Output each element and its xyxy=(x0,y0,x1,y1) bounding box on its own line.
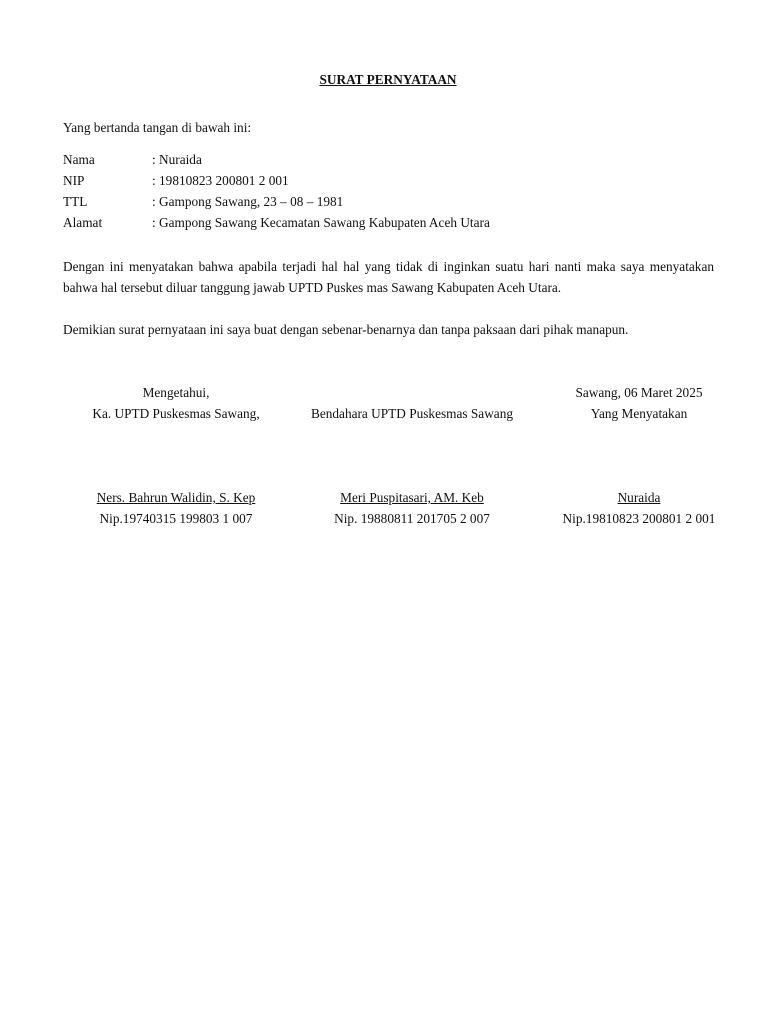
signature-role: Yang Menyatakan xyxy=(590,406,688,421)
signature-block-head xyxy=(70,382,282,529)
signature-block-declarant xyxy=(546,382,732,529)
field-label: TTL xyxy=(63,194,88,209)
field-value: : 19810823 200801 2 001 xyxy=(152,173,289,188)
closing-paragraph: Demikian surat pernyataan ini saya buat dengan sebenar-benarnya dan tanpa paksaan dari pihak manapun. xyxy=(63,322,629,337)
field-value: : Nuraida xyxy=(152,152,202,167)
signature-space xyxy=(546,424,732,487)
signature-role: Bendahara UPTD Puskesmas Sawang xyxy=(310,406,513,421)
field-value: : Gampong Sawang, 23 – 08 – 1981 xyxy=(152,194,344,209)
signature-line1: Mengetahui, xyxy=(142,385,210,400)
field-label: NIP xyxy=(63,173,85,188)
signatory-name: Meri Puspitasari, AM. Keb xyxy=(340,490,484,505)
signature-block-treasurer xyxy=(290,382,534,529)
identity-fields xyxy=(63,152,490,236)
signatory-nip: Nip.19810823 200801 2 001 xyxy=(562,511,716,526)
field-value: : Gampong Sawang Kecamatan Sawang Kabupaten Aceh Utara xyxy=(152,215,490,230)
signature-line1 xyxy=(290,382,534,403)
signatory-nip: Nip.19740315 199803 1 007 xyxy=(99,511,253,526)
signature-space xyxy=(70,424,282,487)
field-row-alamat xyxy=(63,215,490,236)
signature-space xyxy=(290,424,534,487)
signatory-nip: Nip. 19880811 201705 2 007 xyxy=(334,511,490,526)
field-row-nip xyxy=(63,173,490,194)
signatory-name: Nuraida xyxy=(617,490,661,505)
signature-date: Sawang, 06 Maret 2025 xyxy=(575,385,703,400)
field-row-ttl xyxy=(63,194,490,215)
signatory-name: Ners. Bahrun Walidin, S. Kep xyxy=(96,490,256,505)
signature-role: Ka. UPTD Puskesmas Sawang, xyxy=(92,406,260,421)
field-row-nama xyxy=(63,152,490,173)
document-title: SURAT PERNYATAAN xyxy=(319,72,457,87)
intro-text: Yang bertanda tangan di bawah ini: xyxy=(63,120,252,135)
field-label: Nama xyxy=(63,152,95,167)
field-label: Alamat xyxy=(63,215,103,230)
statement-paragraph: Dengan ini menyatakan bahwa apabila terjadi hal hal yang tidak di inginkan suatu hari nanti maka saya menyatakan bahwa hal tersebut diluar tanggung jawab UPTD Puskes mas Sawang Kabupaten Aceh Utara. xyxy=(63,259,714,295)
